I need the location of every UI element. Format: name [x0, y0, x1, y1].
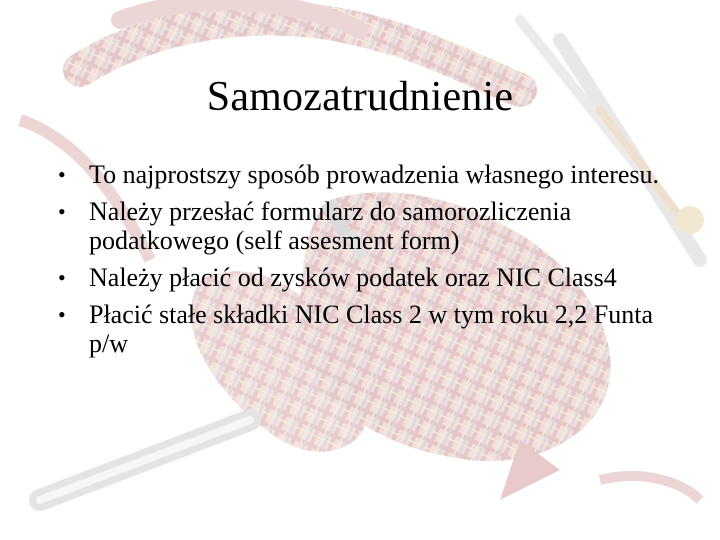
bullet-text: Płacić stałe składki NIC Class 2 w tym roku 2,2 Funta p/w [89, 300, 654, 358]
bullet-text: Należy płacić od zysków podatek oraz NIC Class4 [89, 263, 617, 292]
bullet-item [58, 160, 678, 189]
bullet-marker: • [58, 302, 66, 327]
bullet-text: Należy przesłać formularz do samorozliczenia podatkowego (self assesment form) [89, 197, 572, 255]
bullet-list [58, 160, 678, 366]
bullet-marker: • [58, 265, 66, 290]
bullet-item [58, 263, 678, 292]
bullet-marker: • [58, 162, 66, 187]
bullet-item [58, 197, 678, 255]
bullet-marker: • [58, 199, 66, 224]
slide-title: Samozatrudnienie [206, 74, 514, 120]
bullet-text: To najprostszy sposób prowadzenia własnego interesu. [89, 160, 660, 189]
bullet-item [58, 300, 678, 358]
